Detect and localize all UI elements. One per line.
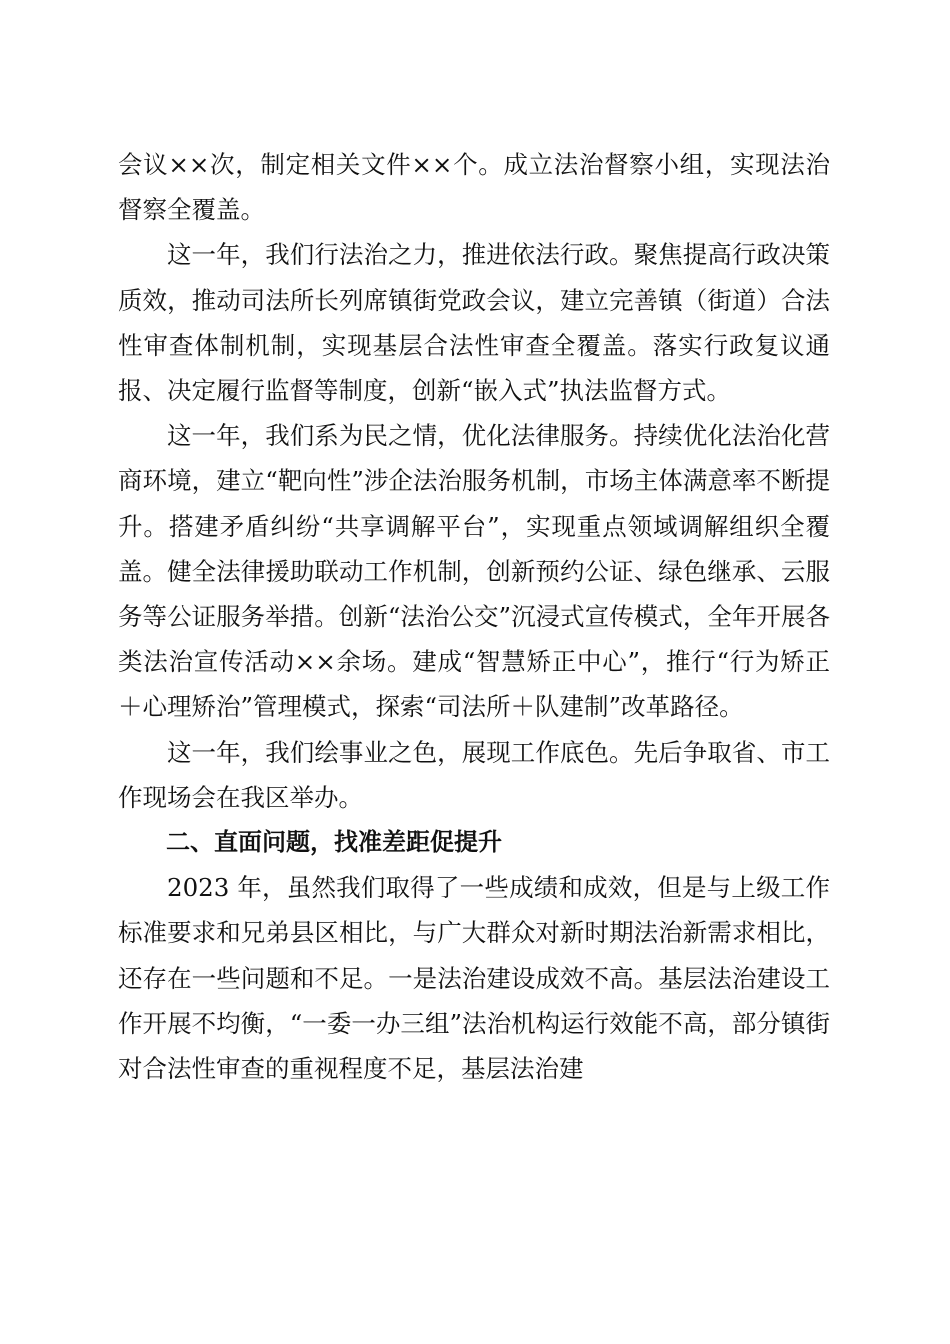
paragraph-administration: 这一年，我们行法治之力，推进依法行政。聚焦提高行政决策质效，推动司法所长列席镇街党政会议，建立完善镇（街道）合法性审查体制机制，实现基层合法性审查全覆盖。落实行政复议通报、决定履行监督等制度，创新“嵌入式”执法监督方式。 bbox=[118, 240, 830, 406]
paragraph-continuation: 会议××次，制定相关文件××个。成立法治督察小组，实现法治督察全覆盖。 bbox=[118, 150, 830, 225]
paragraph-legal-services: 这一年，我们系为民之情，优化法律服务。持续优化法治化营商环境，建立“靶向性”涉企法治服务机制，市场主体满意率不断提升。搭建矛盾纠纷“共享调解平台”，实现重点领域调解组织全覆盖。健全法律援助联动工作机制，创新预约公证、绿色继承、云服务等公证服务举措。创新“法治公交”沉浸式宣传模式，全年开展各类法治宣传活动××余场。建成“智慧矫正中心”，推行“行为矫正＋心理矫治”管理模式，探索“司法所＋队建制”改革路径。 bbox=[118, 421, 830, 722]
document-page bbox=[118, 142, 830, 1091]
paragraph-problems: 2023 年，虽然我们取得了一些成绩和成效，但是与上级工作标准要求和兄弟县区相比，与广大群众对新时期法治新需求相比，还存在一些问题和不足。一是法治建设成效不高。基层法治建设工作开展不均衡，“一委一办三组”法治机构运行效能不高，部分镇街对合法性审查的重视程度不足，基层法治建 bbox=[118, 873, 830, 1084]
section-heading: 二、直面问题，找准差距促提升 bbox=[166, 828, 502, 857]
paragraph-achievements: 这一年，我们绘事业之色，展现工作底色。先后争取省、市工作现场会在我区举办。 bbox=[118, 737, 830, 812]
